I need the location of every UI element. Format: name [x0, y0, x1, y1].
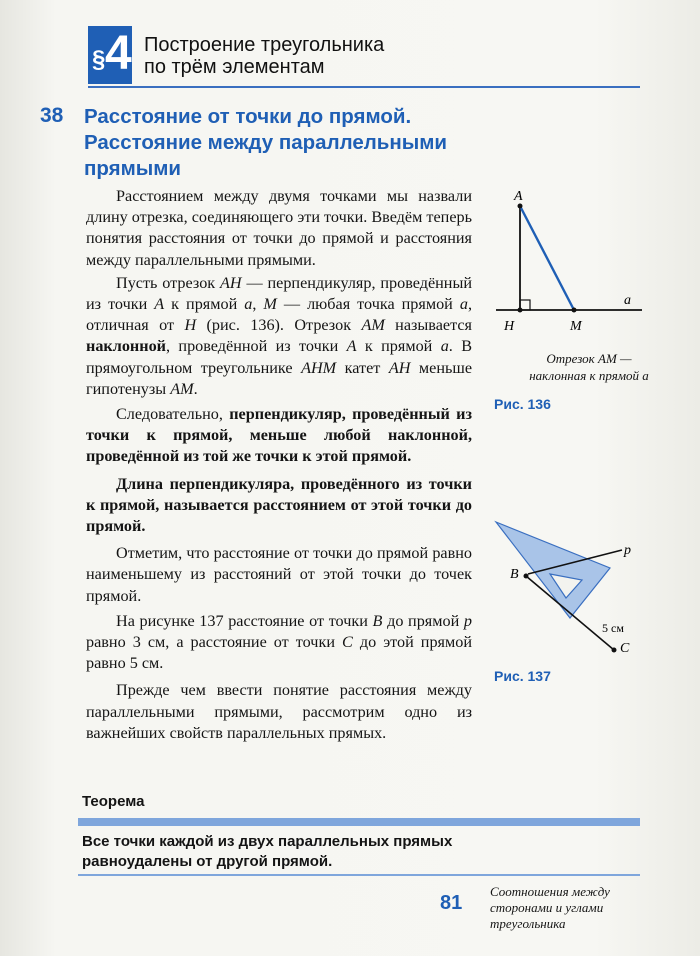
section-number: 4 [105, 27, 132, 80]
label-M: M [570, 319, 582, 334]
paragraph-3: Следовательно, перпендикуляр, проведённый из точки к прямой, меньше любой наклонной, проведённой из той же точки к этой прямой. [86, 405, 472, 466]
section-symbol: § [92, 46, 106, 73]
paragraph-6: На рисунке 137 расстояние от точки B до прямой p равно 3 см, а расстояние от точки C до этой прямой равно 5 см. [86, 611, 472, 673]
chapter-title-line1: Построение треугольника [144, 34, 385, 56]
point-H [518, 308, 523, 313]
figure-136-note: Отрезок AM — наклонная к прямой a [529, 351, 649, 383]
theorem-text: Все точки каждой из двух параллельных прямых равноудалены от другой прямой. [82, 833, 453, 870]
lesson-title-line1: Расстояние от точки до прямой. [84, 105, 412, 128]
label-C: C [620, 641, 630, 656]
chapter-footer: Соотношения между сторонами и углами треугольника [490, 884, 610, 931]
oblique-AM [520, 206, 574, 310]
lesson-title-line2: Расстояние между параллельными [84, 131, 448, 154]
paragraph-5: Отметим, что расстояние от точки до прямой равно наименьшему из расстояний от этой точки до точек прямой. [86, 544, 472, 605]
label-A: A [514, 189, 523, 204]
point-A [518, 204, 523, 209]
lesson-number: 38 [40, 104, 64, 127]
figure-136-caption: Рис. 136 [494, 396, 551, 412]
theorem-label: Теорема [82, 793, 145, 810]
paragraph-1: Расстоянием между двумя точками мы назвали длину отрезка, соединяющего эти точки. Введём теперь понятия расстояния от точки до прямой и расстояния между параллельными прямыми. [86, 187, 472, 269]
label-H: H [504, 319, 515, 334]
label-B: B [510, 567, 519, 582]
figure-137 [486, 514, 646, 660]
lesson-title-line3: прямыми [84, 157, 182, 180]
paragraph-4-definition: Длина перпендикуляра, проведённого из точки к прямой, называется расстоянием от этой точки до прямой. [86, 474, 472, 536]
figure-136 [490, 186, 650, 336]
point-M [572, 308, 577, 313]
label-5cm: 5 см [602, 621, 624, 635]
section-badge [88, 26, 132, 84]
page-number: 81 [440, 892, 463, 914]
paragraph-7: Прежде чем ввести понятие расстояния между параллельными прямыми, рассмотрим одно из важнейших свойств параллельных прямых. [86, 681, 472, 742]
theorem-bar [78, 818, 640, 826]
figure-137-caption: Рис. 137 [494, 668, 551, 684]
body-text [86, 186, 472, 744]
chapter-title [144, 34, 484, 78]
label-p: p [624, 543, 631, 558]
point-B [524, 574, 529, 579]
lesson-title [84, 104, 504, 182]
chapter-title-line2: по трём элементам [144, 56, 325, 78]
chapter-rule [88, 86, 640, 88]
theorem-rule [78, 874, 640, 876]
label-a: a [624, 293, 631, 308]
point-C [612, 648, 617, 653]
paragraph-2: Пусть отрезок AH — перпендикуляр, проведённый из точки A к прямой a, M — любая точка прямой a, отличная от H (рис. 136). Отрезок AM называется наклонной, проведённой из точки A к прямой a. В прямоугольном треугольнике AHM катет AH меньше гипотенузы AM. [86, 273, 473, 398]
